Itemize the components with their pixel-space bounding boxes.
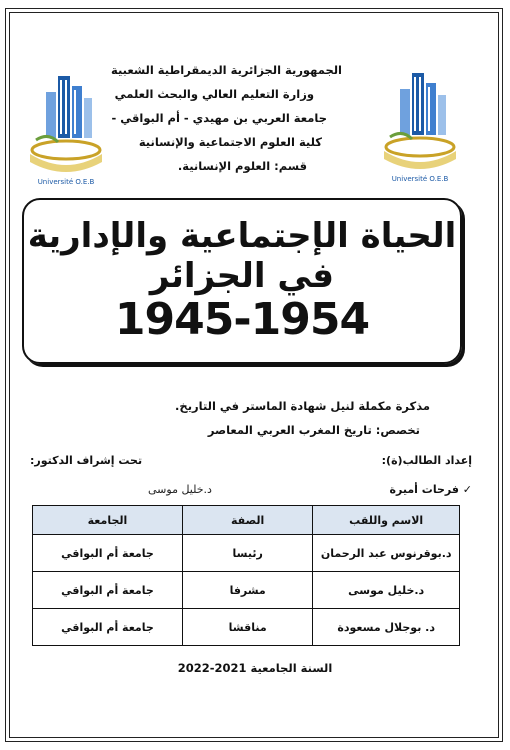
- preparation-row: [30, 454, 472, 474]
- supervisor-name: د.خليل موسى: [148, 483, 212, 496]
- jury-member-role: رئيسا: [182, 535, 312, 572]
- thesis-title: الحياة الإجتماعية والإدارية في الجزائر: [27, 216, 457, 296]
- jury-member-role: مناقشا: [182, 609, 312, 646]
- svg-text:Université O.E.B: Université O.E.B: [37, 178, 95, 186]
- academic-year: السنة الجامعية 2021-2022: [177, 661, 333, 675]
- prepared-by-label: إعداد الطالب(ة):: [381, 454, 472, 467]
- column-header-role: الصفة: [182, 506, 312, 535]
- header-republic: الجمهورية الجزائرية الديمقراطية الشعبية: [110, 63, 342, 77]
- table-row: [33, 609, 460, 646]
- thesis-years: 1945-1954: [114, 294, 370, 345]
- column-header-university: الجامعة: [33, 506, 183, 535]
- university-logo-icon: [372, 55, 467, 185]
- table-row: [33, 572, 460, 609]
- university-logo-right: [372, 55, 467, 185]
- column-header-name: الاسم واللقب: [313, 506, 460, 535]
- header-department: قسم: العلوم الإنسانية.: [177, 159, 307, 173]
- jury-member-university: جامعة أم البواقي: [33, 535, 183, 572]
- thesis-description: مذكرة مكملة لنيل شهادة الماستر في التاريخ.: [175, 399, 430, 413]
- jury-member-university: جامعة أم البواقي: [33, 572, 183, 609]
- supervised-by-label: تحت إشراف الدكتور:: [30, 454, 143, 467]
- title-box: [22, 198, 462, 364]
- jury-header-row: [33, 506, 460, 535]
- jury-member-name: د.خليل موسى: [313, 572, 460, 609]
- svg-text:Université O.E.B: Université O.E.B: [391, 175, 449, 183]
- names-row: [30, 483, 472, 503]
- jury-table: [32, 505, 460, 646]
- jury-member-university: جامعة أم البواقي: [33, 609, 183, 646]
- header-faculty: كلية العلوم الاجتماعية والإنسانية: [138, 135, 322, 149]
- header-ministry: وزارة التعليم العالي والبحث العلمي: [114, 87, 314, 101]
- specialty-line: تخصص: تاريخ المغرب العربي المعاصر: [207, 423, 420, 437]
- header-university: جامعة العربي بن مهيدي - أم البواقي -: [111, 111, 327, 125]
- student-name: ✓ فرحات أميرة: [389, 483, 472, 496]
- institution-header: [42, 58, 342, 178]
- table-row: [33, 535, 460, 572]
- jury-member-role: مشرفا: [182, 572, 312, 609]
- jury-member-name: د. بوجلال مسعودة: [313, 609, 460, 646]
- jury-member-name: د.بوقرنوس عبد الرحمان: [313, 535, 460, 572]
